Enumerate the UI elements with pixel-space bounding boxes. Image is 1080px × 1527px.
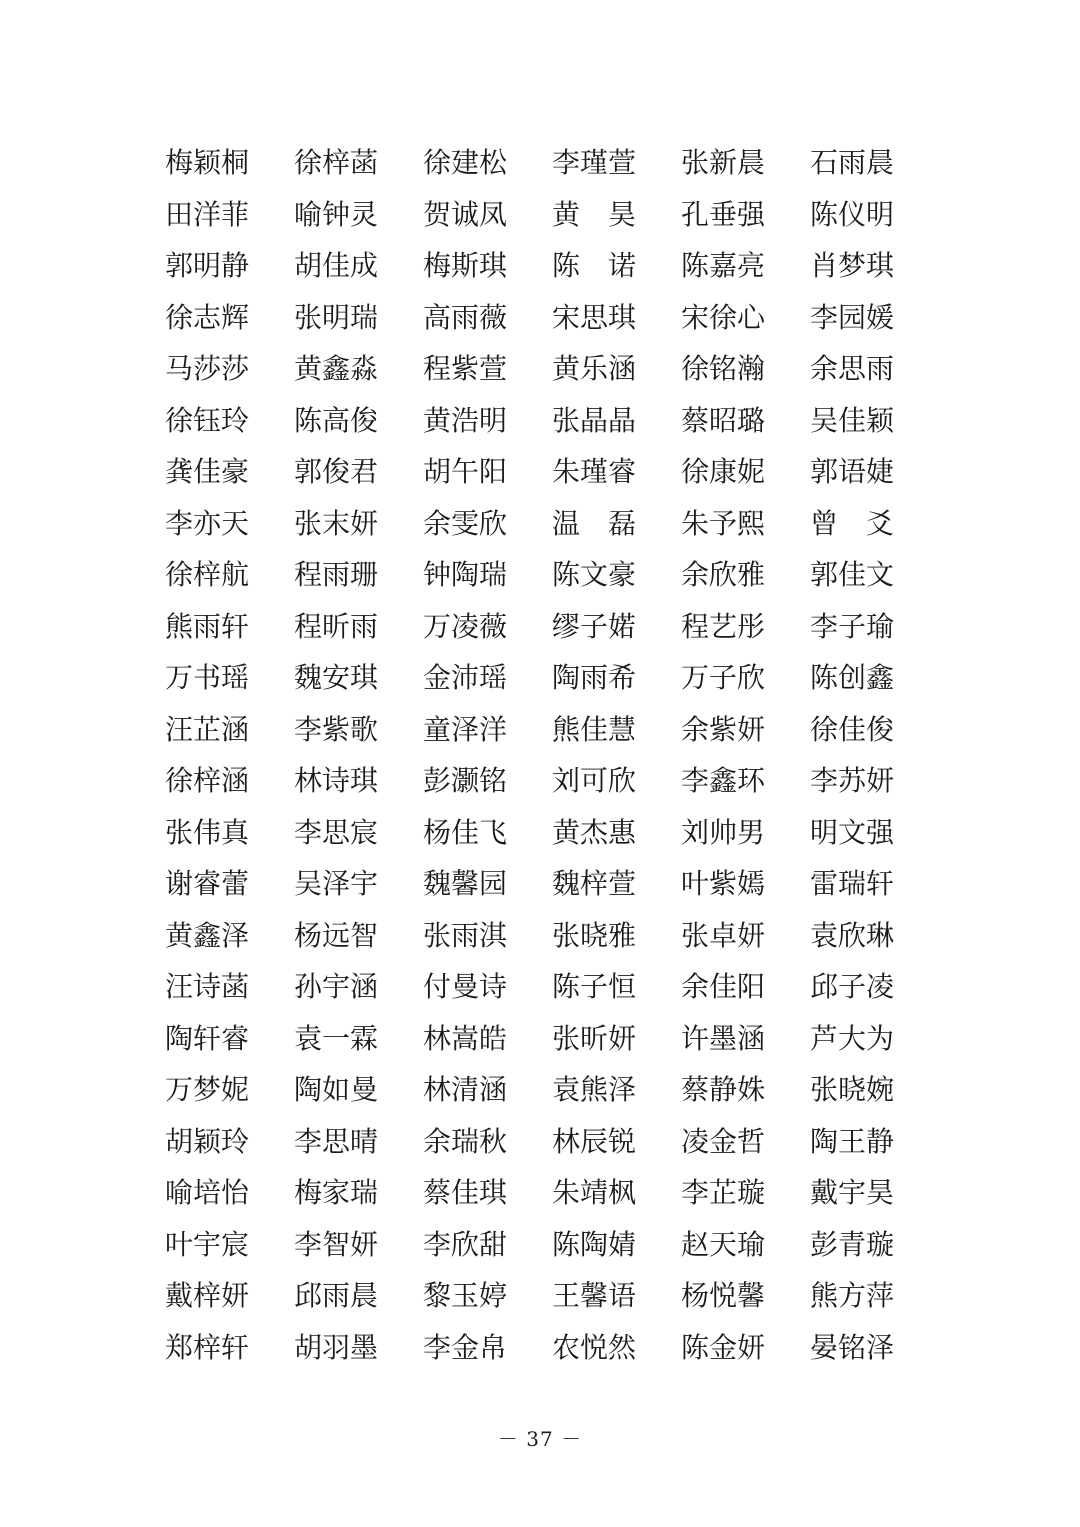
name-cell: 郭语婕 bbox=[810, 455, 895, 488]
name-row bbox=[165, 807, 925, 859]
name-cell: 熊佳慧 bbox=[552, 712, 637, 746]
name-cell: 魏馨园 bbox=[423, 867, 508, 900]
name-cell: 李子瑜 bbox=[810, 609, 895, 643]
name-cell: 汪诗菡 bbox=[165, 970, 250, 1003]
name-cell: 陈文豪 bbox=[552, 558, 637, 591]
name-cell: 吴佳颖 bbox=[810, 403, 895, 437]
name-row bbox=[165, 498, 925, 550]
name-cell: 张伟真 bbox=[165, 815, 250, 849]
name-cell: 金沛瑶 bbox=[423, 661, 508, 694]
name-cell: 张昕妍 bbox=[552, 1021, 637, 1055]
name-cell: 李思宸 bbox=[294, 815, 379, 849]
name-cell: 陈高俊 bbox=[294, 403, 379, 437]
name-cell: 肖梦琪 bbox=[810, 249, 895, 282]
name-cell: 叶紫嫣 bbox=[681, 867, 766, 900]
name-row bbox=[165, 961, 925, 1013]
name-cell: 宋徐心 bbox=[681, 300, 766, 334]
name-cell: 蔡静姝 bbox=[681, 1073, 766, 1106]
name-cell: 黄鑫泽 bbox=[165, 918, 250, 952]
name-cell: 刘帅男 bbox=[681, 815, 766, 849]
name-cell: 袁欣琳 bbox=[810, 918, 895, 952]
name-cell: 胡午阳 bbox=[423, 455, 508, 488]
name-cell: 叶宇宸 bbox=[165, 1227, 250, 1261]
name-cell: 戴梓妍 bbox=[165, 1279, 250, 1312]
name-cell: 林辰锐 bbox=[552, 1124, 637, 1158]
name-cell: 熊方萍 bbox=[810, 1279, 895, 1312]
name-cell: 梅家瑞 bbox=[294, 1176, 379, 1209]
name-cell: 程雨珊 bbox=[294, 558, 379, 591]
name-cell: 蔡昭璐 bbox=[681, 403, 766, 437]
name-cell: 陈子恒 bbox=[552, 970, 637, 1003]
name-cell: 孔垂强 bbox=[681, 197, 766, 231]
name-cell: 宋思琪 bbox=[552, 300, 637, 334]
name-cell: 陈仪明 bbox=[810, 197, 895, 231]
name-row bbox=[165, 1167, 925, 1219]
name-cell: 陈创鑫 bbox=[810, 661, 895, 694]
name-cell: 杨悦馨 bbox=[681, 1279, 766, 1312]
name-cell: 余欣雅 bbox=[681, 558, 766, 591]
name-row bbox=[165, 395, 925, 447]
name-cell: 陶王静 bbox=[810, 1124, 895, 1158]
name-cell: 李思晴 bbox=[294, 1124, 379, 1158]
name-cell: 徐康妮 bbox=[681, 455, 766, 488]
name-row bbox=[165, 1013, 925, 1065]
name-row bbox=[165, 652, 925, 704]
name-cell: 石雨晨 bbox=[810, 146, 895, 179]
name-cell: 李园媛 bbox=[810, 300, 895, 334]
name-cell: 芦大为 bbox=[810, 1021, 895, 1055]
name-cell: 陈 诺 bbox=[552, 249, 637, 282]
name-cell: 张新晨 bbox=[681, 146, 766, 179]
name-cell: 李苏妍 bbox=[810, 764, 895, 797]
name-cell: 喻钟灵 bbox=[294, 197, 379, 231]
name-cell: 陈陶婧 bbox=[552, 1227, 637, 1261]
name-cell: 陶轩睿 bbox=[165, 1021, 250, 1055]
name-cell: 谢睿蕾 bbox=[165, 867, 250, 900]
name-cell: 凌金哲 bbox=[681, 1124, 766, 1158]
name-cell: 胡颖玲 bbox=[165, 1124, 250, 1158]
name-cell: 张明瑞 bbox=[294, 300, 379, 334]
name-cell: 吴泽宇 bbox=[294, 867, 379, 900]
name-cell: 明文强 bbox=[810, 815, 895, 849]
name-cell: 陈金妍 bbox=[681, 1330, 766, 1364]
name-cell: 张雨淇 bbox=[423, 918, 508, 952]
name-cell: 蔡佳琪 bbox=[423, 1176, 508, 1209]
name-cell: 王馨语 bbox=[552, 1279, 637, 1312]
name-row bbox=[165, 1219, 925, 1271]
name-row bbox=[165, 137, 925, 189]
name-row bbox=[165, 189, 925, 241]
name-cell: 万凌薇 bbox=[423, 609, 508, 643]
name-row bbox=[165, 292, 925, 344]
name-row bbox=[165, 755, 925, 807]
name-cell: 黄杰惠 bbox=[552, 815, 637, 849]
name-cell: 杨远智 bbox=[294, 918, 379, 952]
name-cell: 郭俊君 bbox=[294, 455, 379, 488]
name-cell: 贺诚凤 bbox=[423, 197, 508, 231]
name-row bbox=[165, 446, 925, 498]
page-number: － 37 － bbox=[497, 1427, 583, 1451]
name-cell: 林清涵 bbox=[423, 1073, 508, 1106]
name-cell: 杨佳飞 bbox=[423, 815, 508, 849]
name-cell: 黄乐涵 bbox=[552, 352, 637, 385]
name-cell: 陈嘉亮 bbox=[681, 249, 766, 282]
name-cell: 钟陶瑞 bbox=[423, 558, 508, 591]
name-cell: 林诗琪 bbox=[294, 764, 379, 797]
name-cell: 喻培怡 bbox=[165, 1176, 250, 1209]
name-cell: 农悦然 bbox=[552, 1330, 637, 1364]
name-cell: 黎玉婷 bbox=[423, 1279, 508, 1312]
name-row bbox=[165, 1064, 925, 1116]
name-cell: 程昕雨 bbox=[294, 609, 379, 643]
name-row bbox=[165, 343, 925, 395]
name-cell: 陶如曼 bbox=[294, 1073, 379, 1106]
name-row bbox=[165, 240, 925, 292]
name-cell: 余紫妍 bbox=[681, 712, 766, 746]
name-cell: 张末妍 bbox=[294, 506, 379, 540]
name-cell: 万书瑶 bbox=[165, 661, 250, 694]
name-cell: 温 磊 bbox=[552, 506, 637, 540]
name-cell: 郭明静 bbox=[165, 249, 250, 282]
name-cell: 雷瑞轩 bbox=[810, 867, 895, 900]
name-cell: 张晓雅 bbox=[552, 918, 637, 952]
name-cell: 林嵩皓 bbox=[423, 1021, 508, 1055]
name-cell: 朱瑾睿 bbox=[552, 455, 637, 488]
name-cell: 朱予熙 bbox=[681, 506, 766, 540]
name-cell: 李鑫环 bbox=[681, 764, 766, 797]
name-cell: 李紫歌 bbox=[294, 712, 379, 746]
name-cell: 程紫萱 bbox=[423, 352, 508, 385]
name-cell: 魏安琪 bbox=[294, 661, 379, 694]
name-cell: 彭灏铭 bbox=[423, 764, 508, 797]
name-row bbox=[165, 1322, 925, 1374]
name-cell: 万子欣 bbox=[681, 661, 766, 694]
name-cell: 童泽洋 bbox=[423, 712, 508, 746]
name-cell: 李芷璇 bbox=[681, 1176, 766, 1209]
name-cell: 徐佳俊 bbox=[810, 712, 895, 746]
name-cell: 彭青璇 bbox=[810, 1227, 895, 1261]
name-cell: 赵天瑜 bbox=[681, 1227, 766, 1261]
name-cell: 孙宇涵 bbox=[294, 970, 379, 1003]
name-cell: 万梦妮 bbox=[165, 1073, 250, 1106]
name-cell: 许墨涵 bbox=[681, 1021, 766, 1055]
name-cell: 袁熊泽 bbox=[552, 1073, 637, 1106]
name-cell: 李欣甜 bbox=[423, 1227, 508, 1261]
name-cell: 徐梓涵 bbox=[165, 764, 250, 797]
name-cell: 徐志辉 bbox=[165, 300, 250, 334]
name-cell: 徐钰玲 bbox=[165, 403, 250, 437]
name-cell: 陶雨希 bbox=[552, 661, 637, 694]
name-row bbox=[165, 858, 925, 910]
name-cell: 李亦天 bbox=[165, 506, 250, 540]
name-cell: 梅斯琪 bbox=[423, 249, 508, 282]
name-row bbox=[165, 910, 925, 962]
name-cell: 李瑾萱 bbox=[552, 146, 637, 179]
name-cell: 黄鑫淼 bbox=[294, 352, 379, 385]
name-cell: 熊雨轩 bbox=[165, 609, 250, 643]
name-cell: 袁一霖 bbox=[294, 1021, 379, 1055]
name-cell: 徐梓航 bbox=[165, 558, 250, 591]
name-cell: 李智妍 bbox=[294, 1227, 379, 1261]
name-cell: 高雨薇 bbox=[423, 300, 508, 334]
name-cell: 胡佳成 bbox=[294, 249, 379, 282]
name-cell: 张晶晶 bbox=[552, 403, 637, 437]
name-cell: 梅颖桐 bbox=[165, 146, 250, 179]
name-cell: 邱子凌 bbox=[810, 970, 895, 1003]
name-cell: 付曼诗 bbox=[423, 970, 508, 1003]
name-row bbox=[165, 549, 925, 601]
name-cell: 李金帛 bbox=[423, 1330, 508, 1364]
name-cell: 郑梓轩 bbox=[165, 1330, 250, 1364]
name-cell: 张晓婉 bbox=[810, 1073, 895, 1106]
name-cell: 田洋菲 bbox=[165, 197, 250, 231]
name-cell: 朱靖枫 bbox=[552, 1176, 637, 1209]
name-list bbox=[165, 137, 925, 1373]
name-row bbox=[165, 1116, 925, 1168]
name-cell: 程艺彤 bbox=[681, 609, 766, 643]
name-cell: 张卓妍 bbox=[681, 918, 766, 952]
name-cell: 刘可欣 bbox=[552, 764, 637, 797]
name-cell: 魏梓萱 bbox=[552, 867, 637, 900]
name-cell: 徐梓菡 bbox=[294, 146, 379, 179]
name-cell: 余瑞秋 bbox=[423, 1124, 508, 1158]
name-cell: 晏铭泽 bbox=[810, 1330, 895, 1364]
name-cell: 龚佳豪 bbox=[165, 455, 250, 488]
name-cell: 汪芷涵 bbox=[165, 712, 250, 746]
name-row bbox=[165, 601, 925, 653]
name-cell: 黄 昊 bbox=[552, 197, 637, 231]
name-cell: 徐铭瀚 bbox=[681, 352, 766, 385]
name-cell: 余佳阳 bbox=[681, 970, 766, 1003]
name-cell: 曾 爻 bbox=[810, 506, 895, 540]
name-cell: 胡羽墨 bbox=[294, 1330, 379, 1364]
name-cell: 邱雨晨 bbox=[294, 1279, 379, 1312]
name-cell: 缪子婼 bbox=[552, 609, 637, 643]
name-row bbox=[165, 704, 925, 756]
name-cell: 马莎莎 bbox=[165, 352, 250, 385]
name-cell: 戴宇昊 bbox=[810, 1176, 895, 1209]
name-row bbox=[165, 1270, 925, 1322]
name-cell: 郭佳文 bbox=[810, 558, 895, 591]
name-cell: 余思雨 bbox=[810, 352, 895, 385]
name-cell: 黄浩明 bbox=[423, 403, 508, 437]
name-cell: 徐建松 bbox=[423, 146, 508, 179]
name-cell: 余雯欣 bbox=[423, 506, 508, 540]
